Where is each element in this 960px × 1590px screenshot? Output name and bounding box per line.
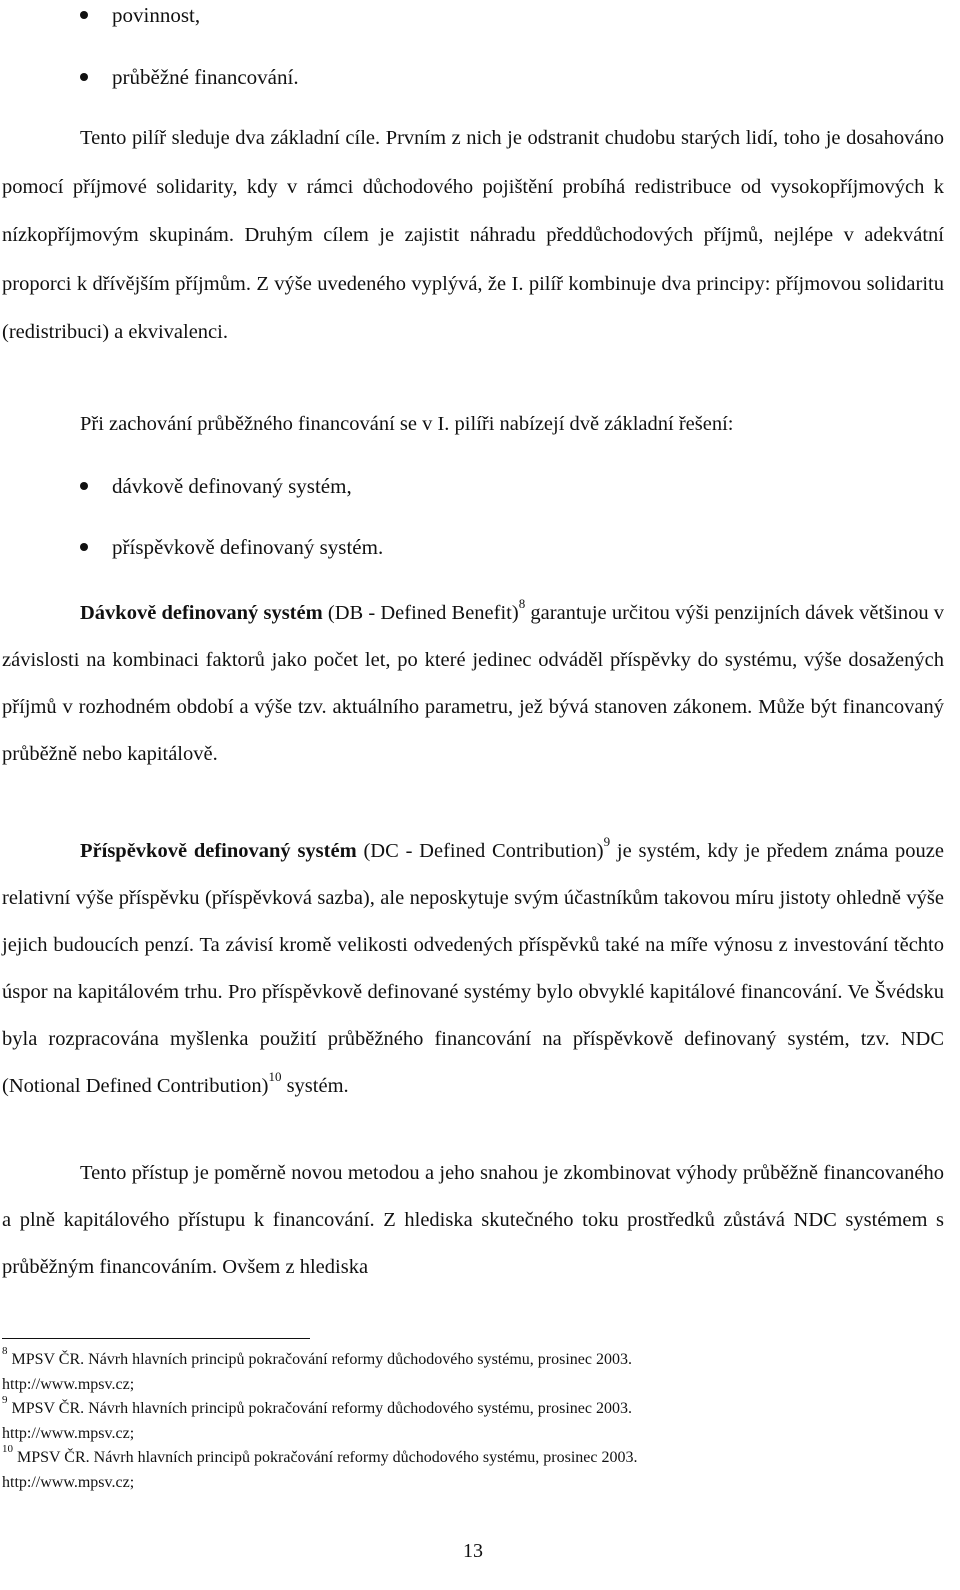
footnote: [2, 1393, 942, 1446]
footnote-text: MPSV ČR. Návrh hlavních principů pokračování reformy důchodového systému, prosinec 2003.: [7, 1400, 632, 1417]
bullet-icon: [80, 482, 88, 490]
footnote-url: http://www.mpsv.cz;: [2, 1375, 135, 1393]
footnote-ref: 9: [603, 834, 611, 850]
footnote-text: MPSV ČR. Návrh hlavních principů pokračování reformy důchodového systému, prosinec 2003.: [7, 1351, 632, 1368]
paragraph-defined-contribution: [2, 828, 944, 1110]
term-defined-benefit: Dávkově definovaný systém: [80, 602, 323, 624]
footnote: [2, 1344, 942, 1397]
paragraph-ndc-approach: [2, 1150, 944, 1291]
term-defined-contribution: Příspěvkově definovaný systém: [80, 840, 357, 862]
footnote: [2, 1442, 942, 1495]
list-item-text: dávkově definovaný systém,: [112, 474, 352, 498]
bullet-icon: [80, 543, 88, 551]
list-item: [80, 62, 950, 92]
footnotes: [2, 1344, 942, 1495]
paragraph-pillar-goals: [2, 114, 944, 357]
paragraph-text: Tento přístup je poměrně novou metodou a jeho snahou je zkombinovat výhody průběžně financovaného a plně kapitálového přístupu k financování. Z hlediska skutečného toku prostředků zůstává NDC systémem s průběžným financováním. Ovšem z hlediska: [2, 1162, 944, 1278]
paragraph-solutions-intro: [2, 400, 944, 449]
paragraph-text: je systém, kdy je předem známa pouze relativní výše příspěvku (příspěvková sazba), ale neposkytuje svým účastníkům takovou míru jistoty ohledně výše jejich budoucích penzí. Ta závisí kromě velikosti odvedených příspěvků také na míře výnosu z investování těchto úspor na kapitálovém trhu. Pro příspěvkově definované systémy bylo obvyklé kapitálové financování. Ve Švédsku byla rozpracována myšlenka použití průběžného financování na příspěvkově definovaný systém, tzv. NDC (Notional Defined Contribution): [2, 840, 945, 1097]
footnote-url: http://www.mpsv.cz;: [2, 1473, 135, 1491]
list-item: [80, 532, 950, 562]
list-item-text: povinnost,: [112, 3, 201, 27]
footnote-number: 9: [2, 1393, 8, 1406]
paragraph-text: (DC - Defined Contribution): [356, 840, 604, 862]
paragraph-text: Tento pilíř sleduje dva základní cíle. Prvním z nich je odstranit chudobu starých lidí, toho je dosahováno pomocí příjmové solidarity, kdy v rámci důchodového pojištění probíhá redistribuce od vysokopříjmových k nízkopříjmovým skupinám. Druhým cílem je zajistit náhradu předdůchodových příjmů, nejlépe v adekvátní proporci k dřívějším příjmům. Z výše uvedeného vyplývá, že I. pilíř kombinuje dva principy: příjmovou solidaritu (redistribuci) a ekvivalenci.: [2, 127, 944, 343]
paragraph-text: systém.: [281, 1075, 349, 1097]
bullet-icon: [80, 73, 88, 81]
list-item: [80, 0, 950, 30]
list-item: [80, 471, 950, 501]
footnote-ref: 10: [268, 1069, 282, 1085]
paragraph-text: Při zachování průběžného financování se v I. pilíři nabízejí dvě základní řešení:: [80, 413, 734, 435]
list-item-text: průběžné financování.: [112, 65, 299, 89]
footnote-separator: [2, 1338, 310, 1339]
footnote-text: MPSV ČR. Návrh hlavních principů pokračování reformy důchodového systému, prosinec 2003.: [13, 1449, 638, 1466]
footnote-ref: 8: [518, 596, 526, 612]
list-item-text: příspěvkově definovaný systém.: [112, 535, 384, 559]
page-number: 13: [463, 1540, 483, 1562]
footnote-number: 10: [2, 1442, 13, 1455]
footnote-number: 8: [2, 1344, 8, 1357]
footnote-url: http://www.mpsv.cz;: [2, 1424, 135, 1442]
paragraph-defined-benefit: [2, 590, 944, 778]
bullet-icon: [80, 11, 88, 19]
paragraph-text: (DB - Defined Benefit): [322, 602, 519, 624]
paragraph-text: garantuje určitou výši penzijních dávek většinou v závislosti na kombinaci faktorů jako počet let, po které jedinec odváděl příspěvky do systému, výše dosažených příjmů v rozhodném období a výše tzv. aktuálního parametru, jež bývá stanoven zákonem. Může být financovaný průběžně nebo kapitálově.: [2, 602, 944, 765]
